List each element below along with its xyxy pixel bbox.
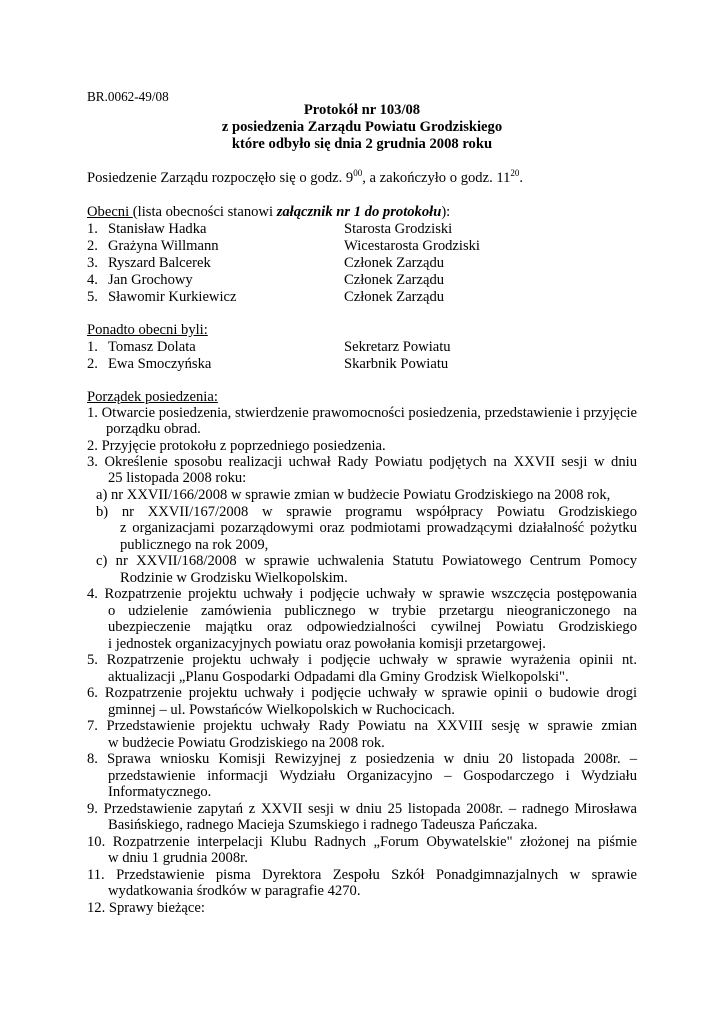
session-intro: Posiedzenie Zarządu rozpoczęło się o godz. 9 [87, 170, 354, 186]
member-name: Ryszard Balcerek [108, 255, 211, 271]
attendance-attachment: załącznik nr 1 do protokołu [276, 204, 442, 220]
agenda-line: 2. Przyjęcie protokołu z poprzedniego posiedzenia. [87, 438, 386, 454]
member-num: 2. [87, 238, 98, 254]
agenda-line: 11. Przedstawienie pisma Dyrektora Zespołu Szkół Ponadgimnazjalnych w sprawie [87, 867, 637, 883]
attendance-heading: Obecni [87, 204, 133, 220]
agenda-line: 1. Otwarcie posiedzenia, stwierdzenie prawomocności posiedzenia, przedstawienie i przyjęcie [87, 405, 637, 421]
member-num: 5. [87, 289, 98, 305]
member-role: Starosta Grodziski [344, 221, 453, 237]
member-num: 1. [87, 221, 98, 237]
agenda-line: 6. Rozpatrzenie projektu uchwały i podjęcie uchwały w sprawie opinii o budowie drogi [87, 685, 637, 701]
agenda-line: publicznego na rok 2009, [120, 537, 269, 553]
agenda-line: 7. Przedstawienie projektu uchwały Rady Powiatu na XXVIII sesję w sprawie zmian [87, 718, 637, 734]
reference-number: BR.0062-49/08 [87, 89, 169, 104]
agenda-line: 3. Określenie sposobu realizacji uchwał Rady Powiatu podjętych na XXVII sesji w dniu [87, 454, 637, 470]
protocol-title: Protokół nr 103/08 [303, 102, 421, 118]
agenda-line: z organizacjami pozarządowymi oraz podmiotami prowadzącymi działalność pożytku [120, 520, 637, 536]
agenda-line: 9. Przedstawienie zapytań z XXVII sesji w dniu 25 listopada 2008r. – radnego Mirosława [87, 801, 637, 817]
agenda-line: porządku obrad. [106, 421, 201, 437]
agenda-line: aktualizacji „Planu Gospodarki Odpadami dla Gminy Grodzisk Wielkopolski". [108, 669, 569, 685]
other-num: 2. [87, 356, 98, 372]
agenda-line: 12. Sprawy bieżące: [87, 900, 205, 916]
end-minutes: 20 [510, 168, 520, 178]
member-name: Jan Grochowy [108, 272, 193, 288]
agenda-line: Informatycznego. [108, 784, 212, 800]
member-role: Członek Zarządu [344, 255, 445, 271]
agenda-line: Basińskiego, radnego Macieja Szumskiego i radnego Tadeusza Pańczaka. [108, 817, 538, 833]
attendance-note-close: ): [441, 204, 451, 220]
other-role: Sekretarz Powiatu [344, 339, 451, 355]
agenda-line: ubezpieczenie majątku oraz odpowiedzialności cywilnej Powiatu Grodziskiego [108, 619, 637, 635]
other-num: 1. [87, 339, 98, 355]
agenda-line: w budżecie Powiatu Grodziskiego na 2008 rok. [108, 735, 385, 751]
member-role: Wicestarosta Grodziski [344, 238, 480, 254]
agenda-line: 8. Sprawa wniosku Komisji Rewizyjnej z posiedzenia w dniu 20 listopada 2008r. – [87, 751, 637, 767]
agenda-line: w dniu 1 grudnia 2008r. [108, 850, 248, 866]
protocol-subtitle: z posiedzenia Zarządu Powiatu Grodziskiego [221, 119, 503, 135]
member-name: Stanisław Hadka [108, 221, 207, 237]
attendance-note-open: (lista obecności stanowi [132, 204, 277, 220]
agenda-line: 25 listopada 2008 roku: [108, 470, 247, 486]
agenda-line: b) nr XXVII/167/2008 w sprawie programu współpracy Powiatu Grodziskiego [96, 504, 637, 520]
agenda-line: 4. Rozpatrzenie projektu uchwały i podjęcie uchwały w sprawie wszczęcia postępowania [87, 586, 637, 602]
agenda-line: 5. Rozpatrzenie projektu uchwały i podjęcie uchwały w sprawie wyrażenia opinii nt. [87, 652, 637, 668]
agenda-line: 10. Rozpatrzenie interpelacji Klubu Radnych „Forum Obywatelskie" złożonej na piśmie [87, 834, 637, 850]
start-minutes: 00 [353, 168, 363, 178]
member-num: 4. [87, 272, 98, 288]
others-heading: Ponadto obecni byli: [87, 322, 208, 338]
agenda-line: gminnej – ul. Powstańców Wielkopolskich w Ruchocicach. [108, 702, 455, 718]
session-end: . [519, 170, 524, 186]
other-role: Skarbnik Powiatu [344, 356, 449, 372]
other-name: Tomasz Dolata [108, 339, 196, 355]
agenda-line: wydatkowania środków w paragrafie 4270. [108, 883, 361, 899]
other-name: Ewa Smoczyńska [108, 356, 212, 372]
member-name: Grażyna Willmann [108, 238, 219, 254]
member-name: Sławomir Kurkiewicz [108, 289, 237, 305]
member-role: Członek Zarządu [344, 272, 445, 288]
member-role: Członek Zarządu [344, 289, 445, 305]
agenda-line: o udzielenie zamówienia publicznego w trybie przetargu nieograniczonego na [108, 603, 637, 619]
attendance-heading-line [87, 204, 450, 221]
agenda-line: przedstawienie informacji Wydziału Organizacyjno – Gospodarczego i Wydziału [108, 768, 637, 784]
agenda-line: a) nr XXVII/166/2008 w sprawie zmian w budżecie Powiatu Grodziskiego na 2008 rok, [96, 487, 611, 503]
agenda-line: i jednostek organizacyjnych powiatu oraz powołania komisji przetargowej. [108, 636, 546, 652]
protocol-date: które odbyło się dnia 2 grudnia 2008 roku [231, 136, 493, 152]
agenda-line: Rodzinie w Grodzisku Wielkopolskim. [120, 570, 348, 586]
session-time [87, 170, 523, 187]
session-middle: , a zakończyło o godz. 11 [362, 170, 511, 186]
member-num: 3. [87, 255, 98, 271]
agenda-line: c) nr XXVII/168/2008 w sprawie uchwalenia Statutu Powiatowego Centrum Pomocy [96, 553, 637, 569]
agenda-heading: Porządek posiedzenia: [87, 389, 218, 405]
